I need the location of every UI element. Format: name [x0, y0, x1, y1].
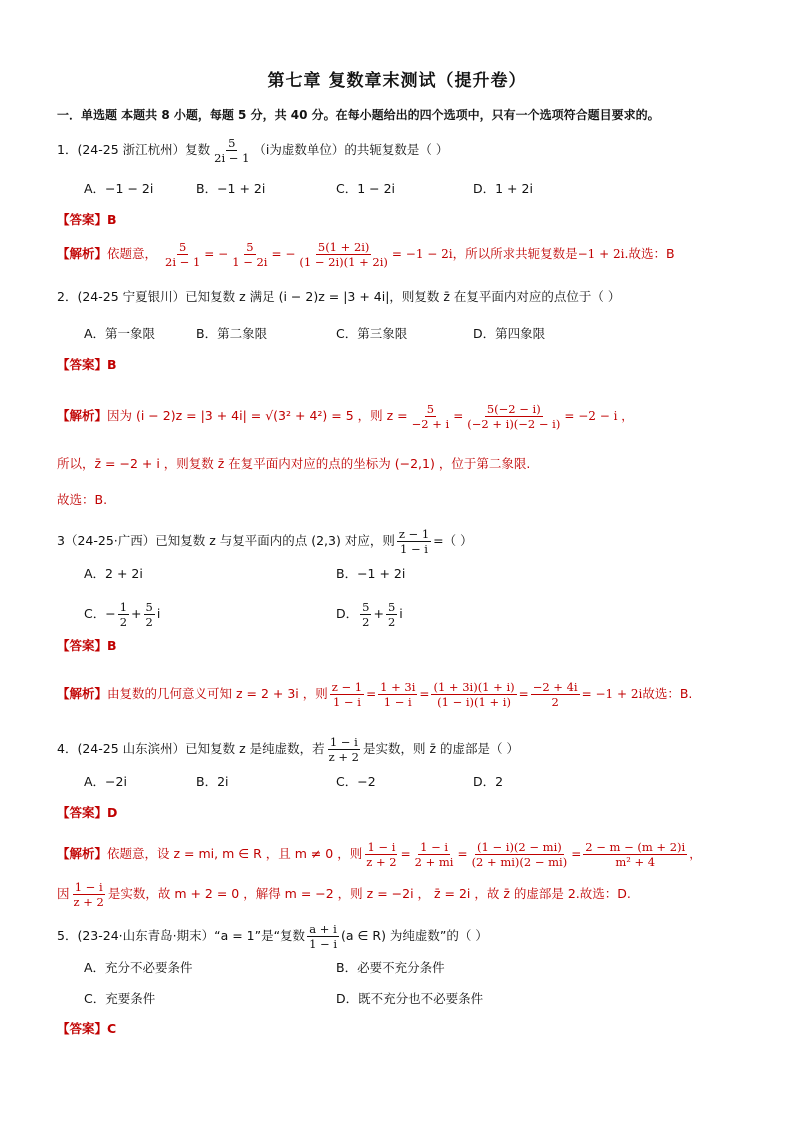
q2-option-a[interactable]: A．第一象限: [84, 326, 156, 341]
q5-option-c[interactable]: C．充要条件: [84, 991, 156, 1006]
q4-option-a[interactable]: A．−2i: [84, 774, 127, 789]
q5-option-b[interactable]: B．必要不充分条件: [336, 960, 445, 975]
q2-option-b[interactable]: B．第二象限: [196, 326, 268, 341]
question-2-stem: 2．(24-25 宁夏银川）已知复数 z 满足 (i − 2)z = |3 + 4i|，则复数 z̄ 在复平面内对应的点位于（ ）: [57, 289, 621, 304]
q3-option-c[interactable]: C．− $\frac{1}{2}$ + $\frac{5}{2}$ i: [84, 600, 161, 629]
question-4-stem: 4．(24-25 山东滨州）已知复数 z 是纯虚数，若 $\frac{1 - i}{z + 2}$ 是实数，则 z̄ 的虚部是（ ）: [57, 735, 519, 764]
q3-option-d[interactable]: D． $\frac{5}{2}$ + $\frac{5}{2}$ i: [336, 600, 403, 629]
q3-answer: 【答案】B: [57, 638, 117, 653]
q2-analysis-line3: 故选：B.: [57, 492, 108, 507]
q2-option-c[interactable]: C．第三象限: [336, 326, 408, 341]
q5-option-a[interactable]: A．充分不必要条件: [84, 960, 193, 975]
question-1-stem: 1．(24-25 浙江杭州）复数 $\frac{5}{2i - 1}$ （i为虚数单位）的共轭复数是（ ）: [57, 136, 449, 165]
q1-option-b[interactable]: B．−1 + 2i: [196, 181, 266, 196]
q2-analysis-line2: 所以，z̄ = −2 + i ，则复数 z̄ 在复平面内对应的点的坐标为 (−2,1) ，位于第二象限.: [57, 456, 531, 471]
fraction: $\frac{5}{2i - 1}$: [214, 136, 250, 165]
q1-option-a[interactable]: A．−1 − 2i: [84, 181, 154, 196]
q4-option-c[interactable]: C．−2: [336, 774, 376, 789]
q1-option-d[interactable]: D．1 + 2i: [473, 181, 533, 196]
q3-option-a[interactable]: A．2 + 2i: [84, 566, 143, 581]
q4-option-d[interactable]: D．2: [473, 774, 504, 789]
q5-option-d[interactable]: D．既不充分也不必要条件: [336, 991, 484, 1006]
question-5-stem: 5．(23-24·山东青岛·期末）“a = 1”是“复数 $\frac{a + i}{1 - i}$ (a ∈ R) 为纯虚数”的（ ）: [57, 922, 488, 951]
page-title: 第七章 复数章末测试（提升卷）: [267, 71, 527, 91]
q2-answer: 【答案】B: [57, 357, 117, 372]
q2-analysis: 【解析】因为 (i − 2)z = |3 + 4i| = √(3² + 4²) = 5 ，则 z = $\frac{5}{-2 + i}$ = $\frac{5(-2 - i)}{(-2 + i)(-2 - i)}$ = −2 − i ，: [57, 402, 634, 431]
q4-answer: 【答案】D: [57, 805, 118, 820]
q2-option-d[interactable]: D．第四象限: [473, 326, 546, 341]
q4-analysis: 【解析】依题意，设 z = mi, m ∈ R ，且 m ≠ 0 ，则 $\frac{1 - i}{z + 2}$ = $\frac{1 - i}{2 + mi}$ = $\frac{(1 - i)(2 - mi)}{(2 + mi)(2 - mi)}$ = $\frac{2 - m - (m + 2)i}{\text{m² + 4}}$ ，: [57, 840, 702, 869]
question-3-stem: 3（24-25·广西）已知复数 z 与复平面内的点 (2,3) 对应，则 $\frac{z - 1}{1 - i}$ =（ ）: [57, 527, 473, 556]
q4-analysis-line2: 因 $\frac{1 - i}{z + 2}$ 是实数，故 m + 2 = 0 ，解得 m = −2 ，则 z = −2i ， z̄ = 2i ，故 z̄ 的虚部是 2.故选：D.: [57, 880, 631, 909]
section-heading: 一．单选题 本题共 8 小题，每题 5 分，共 40 分。在每小题给出的四个选项中，只有一个选项符合题目要求的。: [57, 108, 660, 122]
q1-answer: 【答案】B: [57, 212, 117, 227]
q4-option-b[interactable]: B．2i: [196, 774, 229, 789]
q3-analysis: 【解析】由复数的几何意义可知 z = 2 + 3i ，则 $\frac{z - 1}{1 - i}$ = $\frac{1 + 3i}{1 - i}$ = $\frac{(1 + 3i)(1 + i)}{(1 - i)(1 + i)}$ = $\frac{-2 + 4i}{2}$ = −1 + 2i故选：B.: [57, 680, 693, 709]
q5-answer: 【答案】C: [57, 1021, 117, 1036]
q3-option-b[interactable]: B．−1 + 2i: [336, 566, 406, 581]
q1-analysis: 【解析】依题意， $\frac{5}{2i - 1}$ = − $\frac{5}{1 - 2i}$ = − $\frac{5(1 + 2i)}{(1 - 2i)(1 + 2i)}$ = −1 − 2i，所以所求共轭复数是−1 + 2i.故选：B: [57, 240, 675, 269]
q1-option-c[interactable]: C．1 − 2i: [336, 181, 396, 196]
